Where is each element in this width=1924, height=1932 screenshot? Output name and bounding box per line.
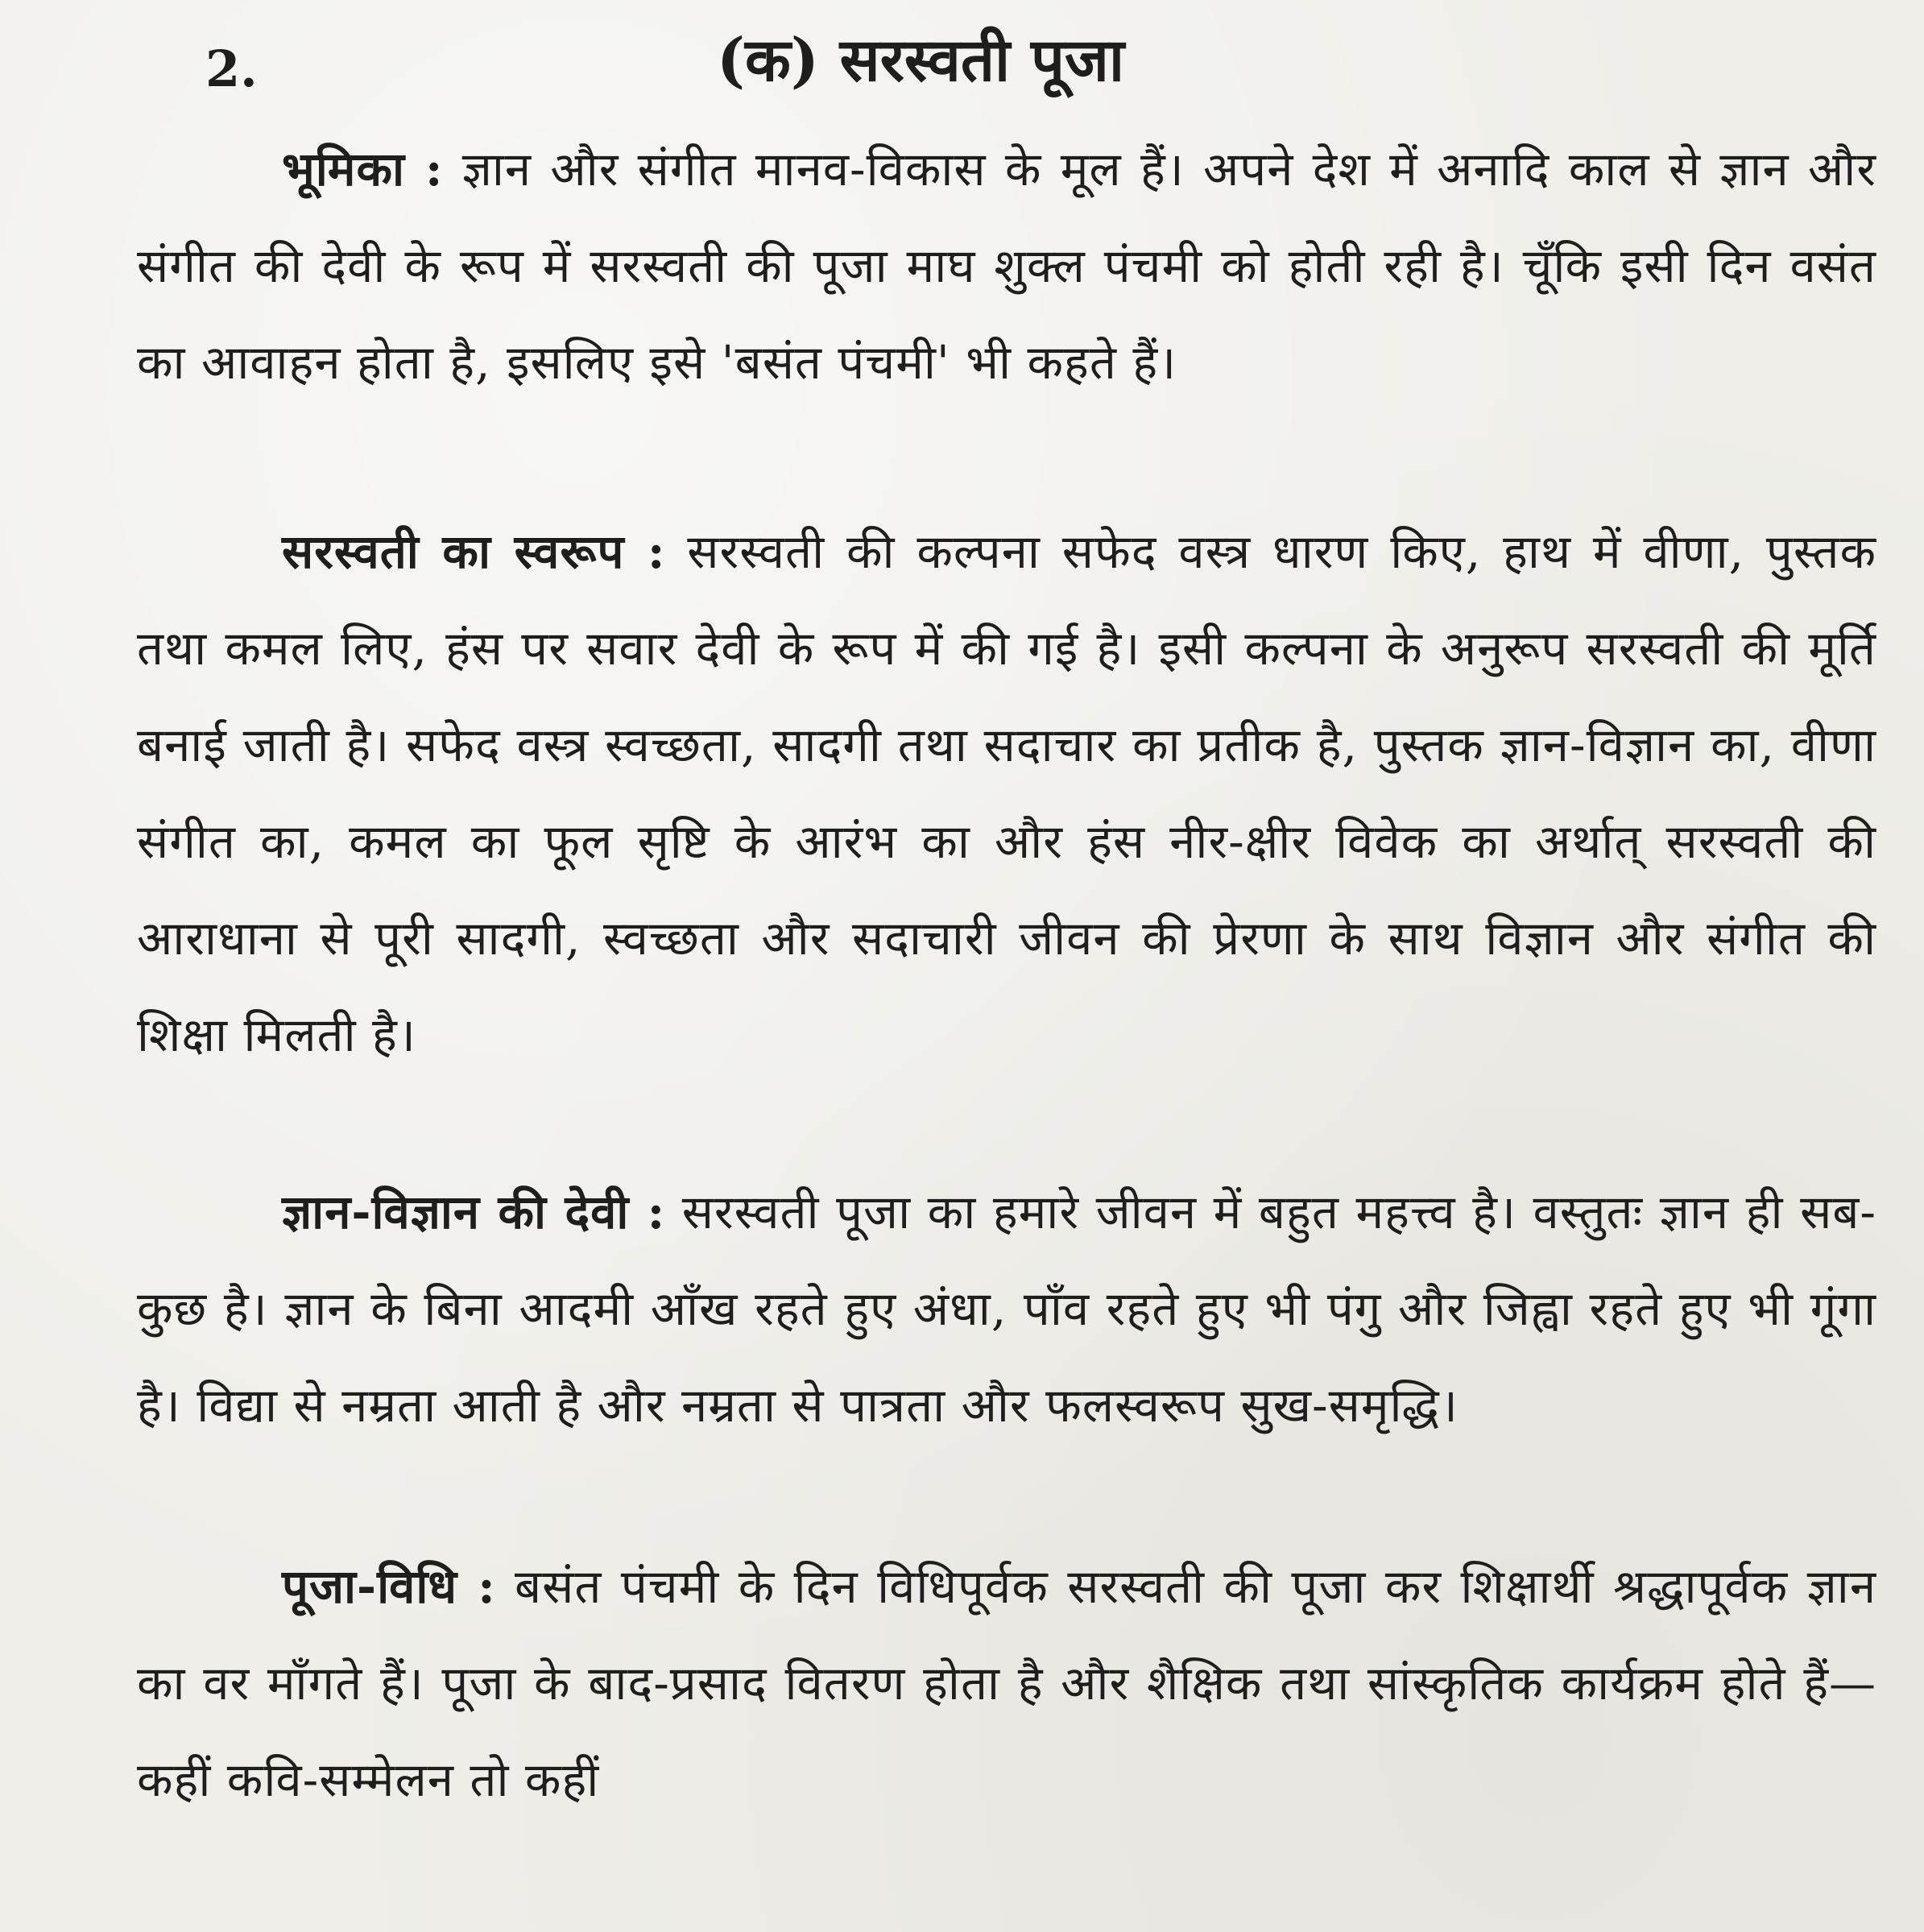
paragraph-worship-method — [137, 1538, 1876, 1828]
paragraph-label: भूमिका : — [282, 142, 444, 197]
paragraph-text: ज्ञान और संगीत मानव-विकास के मूल हैं। अपने देश में अनादि काल से ज्ञान और संगीत की देवी के रूप में सरस्वती की पूजा माघ शुक्ल पंचमी को होती रही है। चूँकि इसी दिन वसंत का आवाहन होता है, इसलिए इसे 'बसंत पंचमी' भी कहते हैं। — [137, 142, 1876, 390]
paragraph-text: सरस्वती की कल्पना सफेद वस्त्र धारण किए, हाथ में वीणा, पुस्तक तथा कमल लिए, हंस पर सवार देवी के रूप में की गई है। इसी कल्पना के अनुरूप सरस्वती की मूर्ति बनाई जाती है। सफेद वस्त्र स्वच्छता, सादगी तथा सदाचार का प्रतीक है, पुस्तक ज्ञान-विज्ञान का, वीणा संगीत का, कमल का फूल सृष्टि के आरंभ का और हंस नीर-क्षीर विवेक का अर्थात् सरस्वती की आराधाना से पूरी सादगी, स्वच्छता और सदाचारी जीवन की प्रेरणा के साथ विज्ञान और संगीत की शिक्षा मिलती है। — [137, 524, 1877, 1062]
paragraph-form-of-saraswati — [137, 503, 1876, 1083]
paragraph-goddess-of-knowledge — [137, 1164, 1876, 1454]
paragraph-introduction — [137, 121, 1876, 411]
paragraph-label: ज्ञान-विज्ञान की देवी : — [282, 1185, 666, 1239]
question-number: 2. — [205, 39, 258, 98]
paragraph-text: सरस्वती पूजा का हमारे जीवन में बहुत महत्त्व है। वस्तुतः ज्ञान ही सब-कुछ है। ज्ञान के बिना आदमी आँख रहते हुए अंधा, पाँव रहते हुए भी पंगु और जिह्वा रहते हुए भी गूंगा है। विद्या से नम्रता आती है और नम्रता से पात्रता और फलस्वरूप सुख-समृद्धि। — [137, 1185, 1876, 1433]
essay-heading: (क) सरस्वती पूजा — [717, 26, 1125, 95]
paragraph-text: बसंत पंचमी के दिन विधिपूर्वक सरस्वती की पूजा कर शिक्षार्थी श्रद्धापूर्वक ज्ञान का वर माँगते हैं। पूजा के बाद-प्रसाद वितरण होता है और शैक्षिक तथा सांस्कृतिक कार्यक्रम होते हैं—कहीं कवि-सम्मेलन तो कहीं — [137, 1559, 1877, 1807]
paragraph-label: सरस्वती का स्वरूप : — [282, 524, 666, 579]
paragraph-label: पूजा-विधि : — [282, 1559, 496, 1614]
